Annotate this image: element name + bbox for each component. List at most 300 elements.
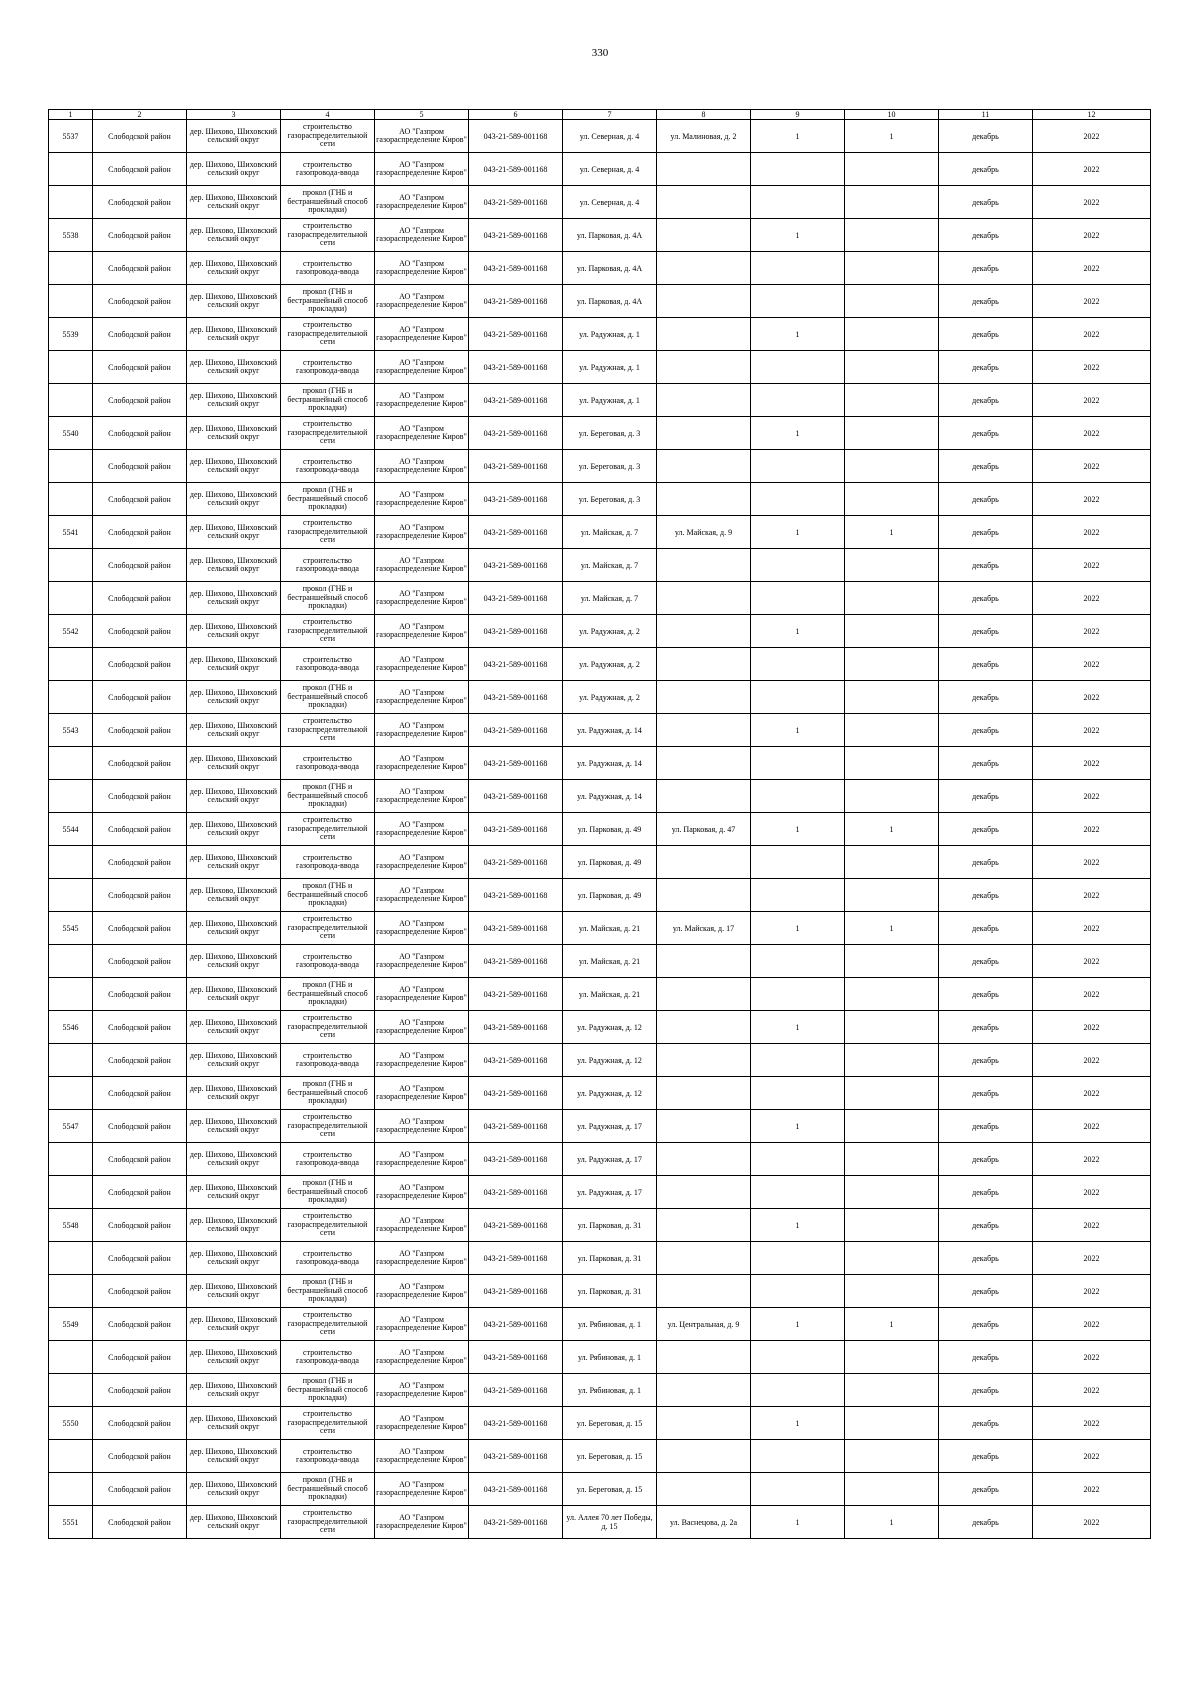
month-cell: декабрь <box>939 582 1033 615</box>
district-cell: Слободской район <box>93 1011 187 1044</box>
table-row <box>49 516 1151 549</box>
row-number-cell <box>49 582 93 615</box>
count-1-cell <box>751 1374 845 1407</box>
address-cell: ул. Радужная, д. 14 <box>563 780 657 813</box>
year-cell: 2022 <box>1033 318 1151 351</box>
row-number-cell <box>49 1044 93 1077</box>
count-2-cell <box>845 780 939 813</box>
table-row <box>49 681 1151 714</box>
count-2-cell <box>845 1209 939 1242</box>
settlement-cell: дер. Шихово, Шиховский сельский округ <box>187 978 281 1011</box>
table-row <box>49 219 1151 252</box>
address-cell: ул. Радужная, д. 17 <box>563 1176 657 1209</box>
year-cell: 2022 <box>1033 912 1151 945</box>
registry-code-cell: 043-21-589-001168 <box>469 153 563 186</box>
registry-code-cell: 043-21-589-001168 <box>469 219 563 252</box>
count-1-cell <box>751 450 845 483</box>
organization-cell: АО "Газпром газораспределение Киров" <box>375 1011 469 1044</box>
work-type-cell: строительство газораспределительной сети <box>281 318 375 351</box>
year-cell: 2022 <box>1033 1044 1151 1077</box>
column-number-cell: 6 <box>469 110 563 120</box>
district-cell: Слободской район <box>93 1506 187 1539</box>
row-number-cell <box>49 450 93 483</box>
district-cell: Слободской район <box>93 912 187 945</box>
work-type-cell: строительство газораспределительной сети <box>281 1011 375 1044</box>
year-cell: 2022 <box>1033 1242 1151 1275</box>
settlement-cell: дер. Шихово, Шиховский сельский округ <box>187 483 281 516</box>
registry-code-cell: 043-21-589-001168 <box>469 615 563 648</box>
address-cell: ул. Радужная, д. 2 <box>563 681 657 714</box>
address-2-cell <box>657 351 751 384</box>
row-number-cell: 5545 <box>49 912 93 945</box>
address-cell: ул. Парковая, д. 49 <box>563 846 657 879</box>
year-cell: 2022 <box>1033 780 1151 813</box>
row-number-cell: 5543 <box>49 714 93 747</box>
work-type-cell: прокол (ГНБ и бестраншейный способ прокладки) <box>281 483 375 516</box>
organization-cell: АО "Газпром газораспределение Киров" <box>375 714 469 747</box>
table-row <box>49 1407 1151 1440</box>
month-cell: декабрь <box>939 879 1033 912</box>
count-2-cell <box>845 483 939 516</box>
work-type-cell: строительство газораспределительной сети <box>281 714 375 747</box>
registry-code-cell: 043-21-589-001168 <box>469 648 563 681</box>
address-cell: ул. Радужная, д. 12 <box>563 1077 657 1110</box>
address-2-cell <box>657 1242 751 1275</box>
settlement-cell: дер. Шихово, Шиховский сельский округ <box>187 879 281 912</box>
address-2-cell <box>657 1176 751 1209</box>
count-2-cell <box>845 1242 939 1275</box>
row-number-cell: 5551 <box>49 1506 93 1539</box>
address-cell: ул. Радужная, д. 1 <box>563 384 657 417</box>
address-cell: ул. Майская, д. 7 <box>563 549 657 582</box>
registry-code-cell: 043-21-589-001168 <box>469 285 563 318</box>
row-number-cell <box>49 549 93 582</box>
count-1-cell <box>751 351 845 384</box>
work-type-cell: строительство газораспределительной сети <box>281 516 375 549</box>
settlement-cell: дер. Шихово, Шиховский сельский округ <box>187 549 281 582</box>
district-cell: Слободской район <box>93 120 187 153</box>
work-type-cell: строительство газопровода-ввода <box>281 945 375 978</box>
year-cell: 2022 <box>1033 1209 1151 1242</box>
row-number-cell <box>49 1374 93 1407</box>
settlement-cell: дер. Шихово, Шиховский сельский округ <box>187 516 281 549</box>
registry-code-cell: 043-21-589-001168 <box>469 582 563 615</box>
registry-code-cell: 043-21-589-001168 <box>469 1044 563 1077</box>
work-type-cell: прокол (ГНБ и бестраншейный способ прокладки) <box>281 978 375 1011</box>
settlement-cell: дер. Шихово, Шиховский сельский округ <box>187 615 281 648</box>
registry-code-cell: 043-21-589-001168 <box>469 945 563 978</box>
address-2-cell <box>657 417 751 450</box>
count-1-cell <box>751 582 845 615</box>
settlement-cell: дер. Шихово, Шиховский сельский округ <box>187 1506 281 1539</box>
settlement-cell: дер. Шихово, Шиховский сельский округ <box>187 648 281 681</box>
year-cell: 2022 <box>1033 978 1151 1011</box>
district-cell: Слободской район <box>93 153 187 186</box>
table-row <box>49 813 1151 846</box>
district-cell: Слободской район <box>93 615 187 648</box>
settlement-cell: дер. Шихово, Шиховский сельский округ <box>187 252 281 285</box>
district-cell: Слободской район <box>93 285 187 318</box>
count-1-cell: 1 <box>751 417 845 450</box>
count-1-cell <box>751 549 845 582</box>
organization-cell: АО "Газпром газораспределение Киров" <box>375 912 469 945</box>
month-cell: декабрь <box>939 351 1033 384</box>
count-2-cell <box>845 351 939 384</box>
settlement-cell: дер. Шихово, Шиховский сельский округ <box>187 1110 281 1143</box>
district-cell: Слободской район <box>93 186 187 219</box>
count-2-cell <box>845 1176 939 1209</box>
work-type-cell: строительство газопровода-ввода <box>281 1242 375 1275</box>
address-cell: ул. Парковая, д. 4А <box>563 252 657 285</box>
count-2-cell <box>845 318 939 351</box>
organization-cell: АО "Газпром газораспределение Киров" <box>375 813 469 846</box>
table-row <box>49 780 1151 813</box>
registry-code-cell: 043-21-589-001168 <box>469 747 563 780</box>
organization-cell: АО "Газпром газораспределение Киров" <box>375 120 469 153</box>
address-cell: ул. Рябиновая, д. 1 <box>563 1341 657 1374</box>
organization-cell: АО "Газпром газораспределение Киров" <box>375 516 469 549</box>
address-2-cell <box>657 846 751 879</box>
registry-code-cell: 043-21-589-001168 <box>469 681 563 714</box>
count-2-cell <box>845 450 939 483</box>
count-1-cell: 1 <box>751 714 845 747</box>
year-cell: 2022 <box>1033 846 1151 879</box>
work-type-cell: строительство газораспределительной сети <box>281 219 375 252</box>
work-type-cell: прокол (ГНБ и бестраншейный способ прокладки) <box>281 879 375 912</box>
month-cell: декабрь <box>939 1143 1033 1176</box>
address-2-cell <box>657 978 751 1011</box>
year-cell: 2022 <box>1033 648 1151 681</box>
year-cell: 2022 <box>1033 1407 1151 1440</box>
address-2-cell <box>657 450 751 483</box>
month-cell: декабрь <box>939 912 1033 945</box>
address-cell: ул. Радужная, д. 2 <box>563 615 657 648</box>
count-1-cell <box>751 1440 845 1473</box>
address-2-cell <box>657 1209 751 1242</box>
registry-code-cell: 043-21-589-001168 <box>469 1209 563 1242</box>
month-cell: декабрь <box>939 1506 1033 1539</box>
table-row <box>49 1374 1151 1407</box>
settlement-cell: дер. Шихово, Шиховский сельский округ <box>187 780 281 813</box>
work-type-cell: прокол (ГНБ и бестраншейный способ прокладки) <box>281 1374 375 1407</box>
month-cell: декабрь <box>939 1440 1033 1473</box>
year-cell: 2022 <box>1033 549 1151 582</box>
address-cell: ул. Майская, д. 21 <box>563 978 657 1011</box>
district-cell: Слободской район <box>93 252 187 285</box>
district-cell: Слободской район <box>93 1308 187 1341</box>
work-type-cell: прокол (ГНБ и бестраншейный способ прокладки) <box>281 582 375 615</box>
address-cell: ул. Рябиновая, д. 1 <box>563 1374 657 1407</box>
month-cell: декабрь <box>939 1077 1033 1110</box>
count-1-cell: 1 <box>751 1011 845 1044</box>
address-2-cell: ул. Парковая, д. 47 <box>657 813 751 846</box>
year-cell: 2022 <box>1033 1143 1151 1176</box>
count-1-cell <box>751 1143 845 1176</box>
month-cell: декабрь <box>939 483 1033 516</box>
count-2-cell <box>845 1341 939 1374</box>
district-cell: Слободской район <box>93 384 187 417</box>
column-number-cell: 7 <box>563 110 657 120</box>
settlement-cell: дер. Шихово, Шиховский сельский округ <box>187 1011 281 1044</box>
registry-code-cell: 043-21-589-001168 <box>469 1473 563 1506</box>
district-cell: Слободской район <box>93 1440 187 1473</box>
year-cell: 2022 <box>1033 384 1151 417</box>
organization-cell: АО "Газпром газораспределение Киров" <box>375 648 469 681</box>
settlement-cell: дер. Шихово, Шиховский сельский округ <box>187 912 281 945</box>
row-number-cell <box>49 1275 93 1308</box>
row-number-cell <box>49 186 93 219</box>
registry-code-cell: 043-21-589-001168 <box>469 879 563 912</box>
row-number-cell <box>49 879 93 912</box>
table-row <box>49 1473 1151 1506</box>
organization-cell: АО "Газпром газораспределение Киров" <box>375 747 469 780</box>
year-cell: 2022 <box>1033 153 1151 186</box>
month-cell: декабрь <box>939 252 1033 285</box>
count-1-cell: 1 <box>751 1209 845 1242</box>
organization-cell: АО "Газпром газораспределение Киров" <box>375 1473 469 1506</box>
row-number-cell: 5542 <box>49 615 93 648</box>
address-2-cell <box>657 384 751 417</box>
row-number-cell: 5539 <box>49 318 93 351</box>
address-cell: ул. Майская, д. 7 <box>563 516 657 549</box>
address-2-cell <box>657 1143 751 1176</box>
address-cell: ул. Майская, д. 21 <box>563 912 657 945</box>
work-type-cell: строительство газораспределительной сети <box>281 1209 375 1242</box>
count-2-cell <box>845 549 939 582</box>
year-cell: 2022 <box>1033 615 1151 648</box>
work-type-cell: строительство газопровода-ввода <box>281 1143 375 1176</box>
settlement-cell: дер. Шихово, Шиховский сельский округ <box>187 714 281 747</box>
row-number-cell <box>49 1473 93 1506</box>
work-type-cell: строительство газопровода-ввода <box>281 846 375 879</box>
address-2-cell <box>657 1275 751 1308</box>
month-cell: декабрь <box>939 285 1033 318</box>
address-cell: ул. Береговая, д. 15 <box>563 1440 657 1473</box>
district-cell: Слободской район <box>93 450 187 483</box>
registry-code-cell: 043-21-589-001168 <box>469 120 563 153</box>
settlement-cell: дер. Шихово, Шиховский сельский округ <box>187 1209 281 1242</box>
column-number-cell: 11 <box>939 110 1033 120</box>
table-row <box>49 318 1151 351</box>
table-row <box>49 1506 1151 1539</box>
year-cell: 2022 <box>1033 516 1151 549</box>
organization-cell: АО "Газпром газораспределение Киров" <box>375 186 469 219</box>
row-number-cell <box>49 153 93 186</box>
organization-cell: АО "Газпром газораспределение Киров" <box>375 1440 469 1473</box>
table-row <box>49 351 1151 384</box>
organization-cell: АО "Газпром газораспределение Киров" <box>375 483 469 516</box>
district-cell: Слободской район <box>93 648 187 681</box>
year-cell: 2022 <box>1033 252 1151 285</box>
district-cell: Слободской район <box>93 714 187 747</box>
table-row <box>49 846 1151 879</box>
column-number-cell: 1 <box>49 110 93 120</box>
month-cell: декабрь <box>939 681 1033 714</box>
row-number-cell <box>49 1341 93 1374</box>
register-body <box>49 110 1151 1539</box>
count-2-cell <box>845 615 939 648</box>
address-cell: ул. Аллея 70 лет Победы, д. 15 <box>563 1506 657 1539</box>
organization-cell: АО "Газпром газораспределение Киров" <box>375 1209 469 1242</box>
count-1-cell <box>751 153 845 186</box>
count-2-cell <box>845 417 939 450</box>
year-cell: 2022 <box>1033 351 1151 384</box>
count-2-cell <box>845 1077 939 1110</box>
district-cell: Слободской район <box>93 318 187 351</box>
address-cell: ул. Парковая, д. 4А <box>563 219 657 252</box>
count-1-cell <box>751 285 845 318</box>
count-1-cell <box>751 648 845 681</box>
month-cell: декабрь <box>939 318 1033 351</box>
count-1-cell <box>751 978 845 1011</box>
address-cell: ул. Северная, д. 4 <box>563 120 657 153</box>
work-type-cell: прокол (ГНБ и бестраншейный способ прокладки) <box>281 681 375 714</box>
year-cell: 2022 <box>1033 681 1151 714</box>
registry-code-cell: 043-21-589-001168 <box>469 318 563 351</box>
organization-cell: АО "Газпром газораспределение Киров" <box>375 1506 469 1539</box>
address-2-cell <box>657 483 751 516</box>
settlement-cell: дер. Шихово, Шиховский сельский округ <box>187 450 281 483</box>
address-cell: ул. Радужная, д. 2 <box>563 648 657 681</box>
address-cell: ул. Радужная, д. 17 <box>563 1143 657 1176</box>
column-number-cell: 9 <box>751 110 845 120</box>
settlement-cell: дер. Шихово, Шиховский сельский округ <box>187 153 281 186</box>
organization-cell: АО "Газпром газораспределение Киров" <box>375 846 469 879</box>
year-cell: 2022 <box>1033 1275 1151 1308</box>
address-cell: ул. Парковая, д. 49 <box>563 813 657 846</box>
district-cell: Слободской район <box>93 1209 187 1242</box>
year-cell: 2022 <box>1033 747 1151 780</box>
row-number-cell <box>49 648 93 681</box>
registry-code-cell: 043-21-589-001168 <box>469 1308 563 1341</box>
count-2-cell: 1 <box>845 813 939 846</box>
month-cell: декабрь <box>939 1176 1033 1209</box>
address-2-cell <box>657 219 751 252</box>
settlement-cell: дер. Шихово, Шиховский сельский округ <box>187 1176 281 1209</box>
month-cell: декабрь <box>939 1407 1033 1440</box>
table-row <box>49 714 1151 747</box>
organization-cell: АО "Газпром газораспределение Киров" <box>375 945 469 978</box>
address-2-cell <box>657 714 751 747</box>
address-2-cell <box>657 549 751 582</box>
settlement-cell: дер. Шихово, Шиховский сельский округ <box>187 1308 281 1341</box>
address-cell: ул. Радужная, д. 1 <box>563 318 657 351</box>
count-2-cell <box>845 879 939 912</box>
work-type-cell: прокол (ГНБ и бестраншейный способ прокладки) <box>281 1176 375 1209</box>
district-cell: Слободской район <box>93 1077 187 1110</box>
organization-cell: АО "Газпром газораспределение Киров" <box>375 1374 469 1407</box>
address-cell: ул. Парковая, д. 31 <box>563 1242 657 1275</box>
address-cell: ул. Радужная, д. 12 <box>563 1011 657 1044</box>
count-1-cell <box>751 747 845 780</box>
count-2-cell <box>845 384 939 417</box>
count-2-cell <box>845 648 939 681</box>
count-2-cell <box>845 1143 939 1176</box>
work-type-cell: строительство газораспределительной сети <box>281 120 375 153</box>
organization-cell: АО "Газпром газораспределение Киров" <box>375 1044 469 1077</box>
column-number-cell: 12 <box>1033 110 1151 120</box>
count-1-cell <box>751 384 845 417</box>
address-2-cell <box>657 945 751 978</box>
count-2-cell <box>845 1473 939 1506</box>
address-cell: ул. Радужная, д. 1 <box>563 351 657 384</box>
count-2-cell <box>845 1374 939 1407</box>
settlement-cell: дер. Шихово, Шиховский сельский округ <box>187 1077 281 1110</box>
month-cell: декабрь <box>939 516 1033 549</box>
district-cell: Слободской район <box>93 879 187 912</box>
count-2-cell <box>845 1275 939 1308</box>
count-1-cell <box>751 681 845 714</box>
month-cell: декабрь <box>939 945 1033 978</box>
year-cell: 2022 <box>1033 1176 1151 1209</box>
registry-code-cell: 043-21-589-001168 <box>469 417 563 450</box>
count-2-cell <box>845 846 939 879</box>
district-cell: Слободской район <box>93 1044 187 1077</box>
address-2-cell <box>657 780 751 813</box>
organization-cell: АО "Газпром газораспределение Киров" <box>375 417 469 450</box>
year-cell: 2022 <box>1033 120 1151 153</box>
year-cell: 2022 <box>1033 417 1151 450</box>
settlement-cell: дер. Шихово, Шиховский сельский округ <box>187 1275 281 1308</box>
organization-cell: АО "Газпром газораспределение Киров" <box>375 681 469 714</box>
registry-code-cell: 043-21-589-001168 <box>469 1110 563 1143</box>
address-cell: ул. Радужная, д. 14 <box>563 714 657 747</box>
month-cell: декабрь <box>939 450 1033 483</box>
column-number-cell: 10 <box>845 110 939 120</box>
column-number-cell: 8 <box>657 110 751 120</box>
address-cell: ул. Северная, д. 4 <box>563 186 657 219</box>
organization-cell: АО "Газпром газораспределение Киров" <box>375 153 469 186</box>
organization-cell: АО "Газпром газораспределение Киров" <box>375 1308 469 1341</box>
count-1-cell <box>751 780 845 813</box>
address-cell: ул. Майская, д. 7 <box>563 582 657 615</box>
settlement-cell: дер. Шихово, Шиховский сельский округ <box>187 813 281 846</box>
count-2-cell: 1 <box>845 1506 939 1539</box>
table-row <box>49 186 1151 219</box>
district-cell: Слободской район <box>93 846 187 879</box>
settlement-cell: дер. Шихово, Шиховский сельский округ <box>187 186 281 219</box>
work-type-cell: прокол (ГНБ и бестраншейный способ прокладки) <box>281 1077 375 1110</box>
work-type-cell: строительство газопровода-ввода <box>281 1341 375 1374</box>
registry-code-cell: 043-21-589-001168 <box>469 384 563 417</box>
year-cell: 2022 <box>1033 945 1151 978</box>
address-2-cell <box>657 747 751 780</box>
count-2-cell <box>845 747 939 780</box>
address-2-cell <box>657 1110 751 1143</box>
address-2-cell: ул. Майская, д. 17 <box>657 912 751 945</box>
row-number-cell <box>49 1077 93 1110</box>
work-type-cell: строительство газопровода-ввода <box>281 1044 375 1077</box>
year-cell: 2022 <box>1033 1011 1151 1044</box>
table-row <box>49 1209 1151 1242</box>
count-2-cell <box>845 945 939 978</box>
row-number-cell: 5538 <box>49 219 93 252</box>
address-2-cell: ул. Малиновая, д. 2 <box>657 120 751 153</box>
address-cell: ул. Майская, д. 21 <box>563 945 657 978</box>
address-cell: ул. Парковая, д. 49 <box>563 879 657 912</box>
registry-code-cell: 043-21-589-001168 <box>469 912 563 945</box>
count-2-cell <box>845 582 939 615</box>
count-1-cell <box>751 186 845 219</box>
table-row <box>49 945 1151 978</box>
row-number-cell <box>49 747 93 780</box>
organization-cell: АО "Газпром газораспределение Киров" <box>375 318 469 351</box>
address-2-cell <box>657 1077 751 1110</box>
work-type-cell: строительство газораспределительной сети <box>281 417 375 450</box>
district-cell: Слободской район <box>93 1143 187 1176</box>
table-row <box>49 285 1151 318</box>
row-number-cell: 5548 <box>49 1209 93 1242</box>
